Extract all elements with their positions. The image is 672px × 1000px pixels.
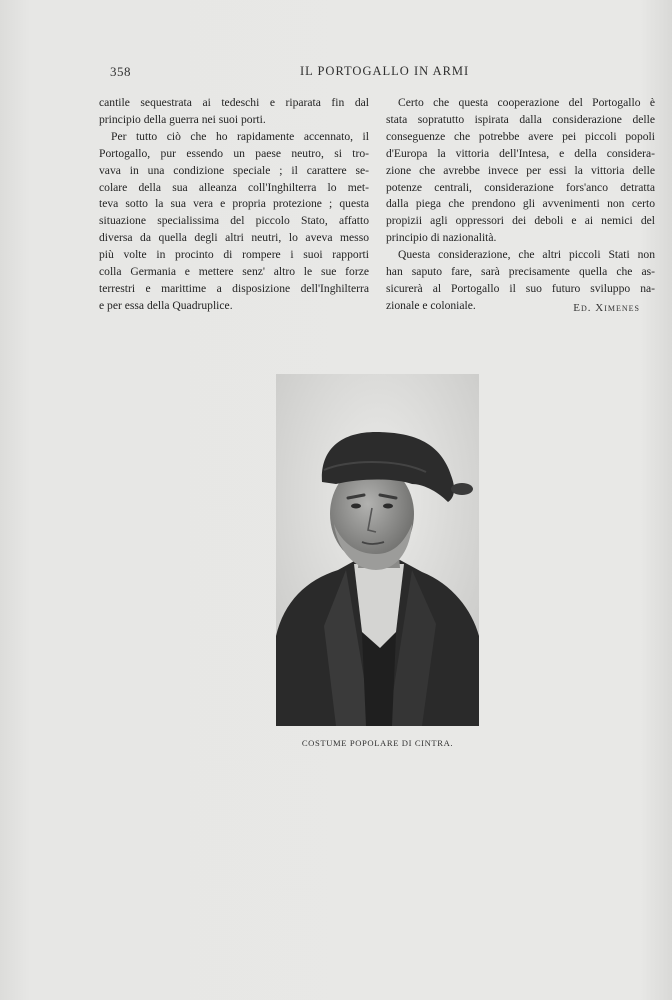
text-line: colare della sua alleanza coll'Inghilterra lo met-: [99, 180, 369, 194]
photo-caption: COSTUME POPOLARE DI CINTRA.: [301, 738, 454, 748]
text-line: d'Europa la vittoria dell'Intesa, e della considera-: [386, 146, 655, 160]
text-line: principio di nazionalità.: [386, 231, 497, 245]
text-line: diversa da quella degli altri neutri, lo aveva messo: [99, 231, 369, 245]
left-column: [99, 95, 369, 315]
text-line: Portogallo, pur essendo un paese neutro, si tro-: [99, 146, 369, 160]
text-line: zione che avrebbe invece per essi la vittoria delle: [386, 163, 655, 177]
text-line: cantile sequestrata ai tedeschi e riparata fin dal: [99, 96, 369, 109]
text-line: Questa considerazione, che altri piccoli Stati non: [398, 248, 655, 262]
page-number: 358: [110, 64, 131, 79]
text-line: Per tutto ciò che ho rapidamente accennato, il: [111, 129, 369, 143]
portrait-photo: [276, 374, 479, 726]
running-title: IL PORTOGALLO IN ARMI: [300, 64, 470, 78]
text-line: colla Germania e mettere senz' altro le sue forze: [99, 265, 369, 279]
text-line: sicurerà al Portogallo il suo futuro sviluppo na-: [386, 281, 655, 295]
text-line: più volte in procinto di rompere i suoi rapporti: [99, 248, 369, 262]
text-line: conseguenze che potrebbe avere pei piccoli popoli: [386, 129, 655, 143]
text-line: stata sopratutto ispirata dalla considerazione delle: [386, 112, 655, 126]
text-line: han saputo fare, sarà precisamente quella che as-: [386, 265, 655, 279]
text-line: dalla piega che prendono gli avvenimenti non certo: [386, 197, 655, 211]
text-line: Certo che questa cooperazione del Portogallo è: [398, 96, 655, 109]
text-line: potenze centrali, considerazione fors'anco detratta: [386, 180, 655, 194]
portrait-illustration: [276, 374, 479, 726]
text-line: propizii agli oppressori dei deboli e ai nemici del: [386, 214, 655, 228]
running-head: [100, 64, 560, 82]
text-line: situazione specialissima del piccolo Stato, affatto: [99, 214, 369, 228]
text-line: zionale e coloniale.: [386, 298, 476, 312]
text-line: vava in una condizione speciale ; il carattere se-: [99, 163, 369, 177]
author-signature: Ed. Ximenes: [573, 302, 640, 314]
text-line: e per essa della Quadruplice.: [99, 298, 233, 312]
right-column: [386, 95, 655, 315]
text-line: terrestri e marittime a disposizione dell'Inghilterra: [99, 281, 369, 295]
text-line: teva sotto la sua vera e propria protezione ; questa: [99, 197, 369, 211]
text-line: principio della guerra nei suoi porti.: [99, 112, 266, 126]
